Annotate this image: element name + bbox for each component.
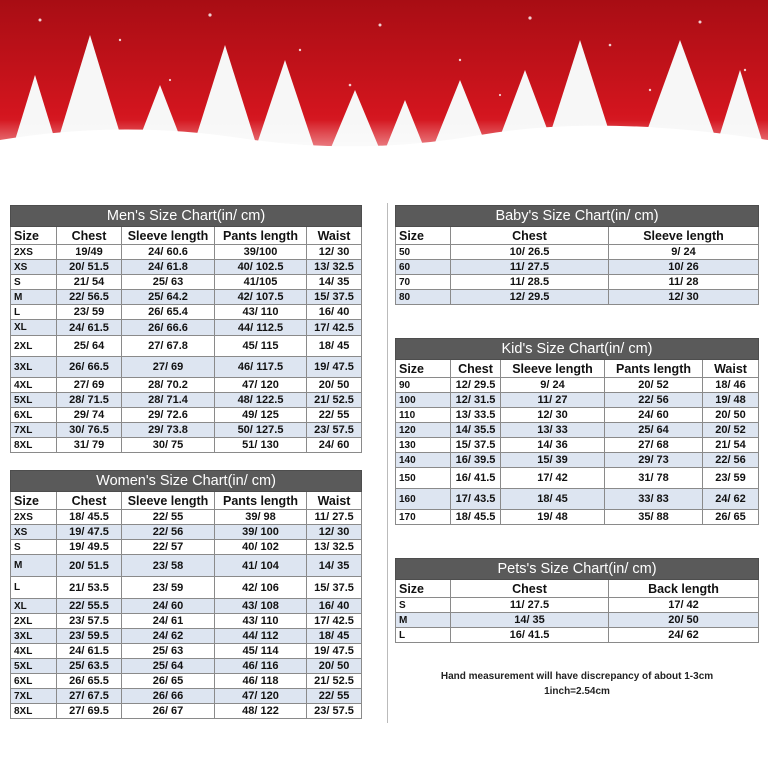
measure-cell: 11/ 28.5 (451, 275, 609, 290)
column-header: Sleeve length (501, 360, 605, 378)
measure-cell: 21/ 52.5 (307, 674, 362, 689)
measure-cell: 24/ 60 (605, 408, 703, 423)
measure-cell: 18/ 45 (307, 336, 362, 357)
table-row (11, 674, 362, 689)
measure-cell: 24/ 61.5 (57, 320, 122, 336)
size-cell: 8XL (11, 704, 57, 719)
measure-cell: 10/ 26 (609, 260, 759, 275)
column-divider (387, 203, 388, 723)
measure-cell: 15/ 37.5 (451, 438, 501, 453)
table-row (396, 453, 759, 468)
measure-cell: 31/ 79 (57, 438, 122, 453)
size-cell: 5XL (11, 393, 57, 408)
measure-cell: 13/ 33.5 (451, 408, 501, 423)
measure-cell: 22/ 55 (122, 510, 215, 525)
measure-cell: 16/ 41.5 (451, 628, 609, 643)
measure-cell: 12/ 29.5 (451, 290, 609, 305)
measure-cell: 25/ 64.2 (122, 290, 215, 305)
table-row (396, 613, 759, 628)
measure-cell: 24/ 61.5 (57, 644, 122, 659)
size-cell: L (11, 577, 57, 599)
measure-cell: 39/100 (215, 245, 307, 260)
measure-cell: 46/ 117.5 (215, 357, 307, 378)
measure-cell: 19/ 47.5 (307, 357, 362, 378)
measure-cell: 23/ 59.5 (57, 629, 122, 644)
measure-cell: 40/ 102.5 (215, 260, 307, 275)
measure-cell: 24/ 62 (609, 628, 759, 643)
measure-cell: 12/ 30 (501, 408, 605, 423)
column-header: Size (396, 580, 451, 598)
measure-cell: 45/ 115 (215, 336, 307, 357)
measure-cell: 11/ 27.5 (307, 510, 362, 525)
measure-cell: 14/ 36 (501, 438, 605, 453)
size-cell: L (396, 628, 451, 643)
measure-cell: 19/ 47.5 (57, 525, 122, 540)
mens-title-row (11, 206, 362, 227)
measure-cell: 18/ 45 (307, 629, 362, 644)
table-row (396, 393, 759, 408)
column-header: Chest (451, 227, 609, 245)
measure-cell: 10/ 26.5 (451, 245, 609, 260)
column-header: Chest (57, 492, 122, 510)
size-cell: 2XS (11, 245, 57, 260)
measure-cell: 22/ 55 (307, 689, 362, 704)
measure-cell: 26/ 67 (122, 704, 215, 719)
measure-cell: 9/ 24 (501, 378, 605, 393)
mens-table-title: Men's Size Chart(in/ cm) (11, 206, 362, 227)
measure-cell: 18/ 46 (703, 378, 759, 393)
size-cell: M (11, 555, 57, 577)
measure-cell: 26/ 66.6 (122, 320, 215, 336)
size-cell: 80 (396, 290, 451, 305)
size-cell: 70 (396, 275, 451, 290)
measure-cell: 16/ 40 (307, 599, 362, 614)
table-row (11, 689, 362, 704)
size-cell: 170 (396, 510, 451, 525)
measure-cell: 14/ 35 (307, 275, 362, 290)
measure-cell: 20/ 50 (307, 378, 362, 393)
measure-cell: 12/ 29.5 (451, 378, 501, 393)
size-cell: 5XL (11, 659, 57, 674)
measure-cell: 17/ 42.5 (307, 320, 362, 336)
size-cell: 90 (396, 378, 451, 393)
measure-cell: 20/ 50 (609, 613, 759, 628)
measure-cell: 26/ 65.4 (122, 305, 215, 320)
table-row (11, 438, 362, 453)
measure-cell: 47/ 120 (215, 689, 307, 704)
measure-cell: 9/ 24 (609, 245, 759, 260)
size-cell: 130 (396, 438, 451, 453)
measure-cell: 11/ 27.5 (451, 598, 609, 613)
measure-cell: 25/ 64 (122, 659, 215, 674)
measure-cell: 18/ 45.5 (57, 510, 122, 525)
discrepancy-note: Hand measurement will have discrepancy of about 1-3cm (440, 671, 714, 682)
measure-cell: 24/ 61 (122, 614, 215, 629)
measure-cell: 39/ 98 (215, 510, 307, 525)
table-row (396, 510, 759, 525)
column-header: Waist (703, 360, 759, 378)
measure-cell: 25/ 64 (605, 423, 703, 438)
measure-cell: 35/ 88 (605, 510, 703, 525)
measure-cell: 22/ 56 (122, 525, 215, 540)
measure-cell: 12/ 30 (609, 290, 759, 305)
measure-cell: 27/ 69.5 (57, 704, 122, 719)
table-row (11, 540, 362, 555)
table-row (396, 290, 759, 305)
measure-cell: 17/ 42 (501, 468, 605, 489)
table-row (11, 305, 362, 320)
measure-cell: 12/ 30 (307, 525, 362, 540)
measure-cell: 24/ 61.8 (122, 260, 215, 275)
column-header: Sleeve length (609, 227, 759, 245)
measure-cell: 50/ 127.5 (215, 423, 307, 438)
size-cell: 2XL (11, 614, 57, 629)
size-cell: 2XL (11, 336, 57, 357)
measure-cell: 46/ 118 (215, 674, 307, 689)
measure-cell: 21/ 54 (703, 438, 759, 453)
measure-cell: 29/ 73.8 (122, 423, 215, 438)
measure-cell: 19/49 (57, 245, 122, 260)
table-row (11, 510, 362, 525)
measure-cell: 43/ 108 (215, 599, 307, 614)
size-cell: 160 (396, 489, 451, 510)
size-cell: 100 (396, 393, 451, 408)
column-header: Chest (451, 580, 609, 598)
size-cell: 6XL (11, 408, 57, 423)
mens-header-row (11, 227, 362, 245)
size-cell: 3XL (11, 629, 57, 644)
measure-cell: 24/ 60 (307, 438, 362, 453)
table-row (11, 357, 362, 378)
size-cell: 110 (396, 408, 451, 423)
measure-cell: 14/ 35.5 (451, 423, 501, 438)
pets-table-title: Pets's Size Chart(in/ cm) (396, 559, 759, 580)
size-cell: 120 (396, 423, 451, 438)
measure-cell: 12/ 30 (307, 245, 362, 260)
table-row (11, 614, 362, 629)
measure-cell: 44/ 112 (215, 629, 307, 644)
measure-cell: 29/ 72.6 (122, 408, 215, 423)
measure-cell: 24/ 62 (122, 629, 215, 644)
measure-cell: 20/ 51.5 (57, 555, 122, 577)
measure-cell: 45/ 114 (215, 644, 307, 659)
measure-cell: 28/ 70.2 (122, 378, 215, 393)
size-cell: S (11, 540, 57, 555)
measure-cell: 11/ 28 (609, 275, 759, 290)
measure-cell: 29/ 73 (605, 453, 703, 468)
size-cell: 3XL (11, 357, 57, 378)
size-cell: S (11, 275, 57, 290)
column-header: Pants length (605, 360, 703, 378)
measure-cell: 21/ 54 (57, 275, 122, 290)
measure-cell: 48/ 122.5 (215, 393, 307, 408)
column-header: Size (396, 227, 451, 245)
table-row (396, 598, 759, 613)
table-row (396, 438, 759, 453)
measure-cell: 19/ 49.5 (57, 540, 122, 555)
measure-cell: 23/ 58 (122, 555, 215, 577)
column-header: Size (11, 227, 57, 245)
measure-cell: 11/ 27.5 (451, 260, 609, 275)
table-row (396, 423, 759, 438)
column-header: Chest (451, 360, 501, 378)
measure-cell: 25/ 63 (122, 644, 215, 659)
size-cell: XL (11, 599, 57, 614)
measure-cell: 20/ 50 (703, 408, 759, 423)
size-cell: 4XL (11, 378, 57, 393)
conversion-note: 1inch=2.54cm (544, 686, 610, 697)
measure-cell: 24/ 60.6 (122, 245, 215, 260)
table-row (11, 599, 362, 614)
size-cell: M (11, 290, 57, 305)
table-row (11, 336, 362, 357)
measure-cell: 49/ 125 (215, 408, 307, 423)
measure-cell: 16/ 39.5 (451, 453, 501, 468)
table-row (11, 644, 362, 659)
size-cell: 7XL (11, 423, 57, 438)
table-row (396, 468, 759, 489)
baby-table-title: Baby's Size Chart(in/ cm) (396, 206, 759, 227)
measure-cell: 17/ 42.5 (307, 614, 362, 629)
table-row (11, 260, 362, 275)
kids-size-table (395, 338, 759, 525)
table-row (396, 245, 759, 260)
measure-cell: 24/ 62 (703, 489, 759, 510)
measure-cell: 22/ 57 (122, 540, 215, 555)
measure-cell: 17/ 43.5 (451, 489, 501, 510)
column-header: Size (11, 492, 57, 510)
christmas-banner (0, 0, 768, 190)
measure-cell: 16/ 40 (307, 305, 362, 320)
kids-header-row (396, 360, 759, 378)
size-cell: 6XL (11, 674, 57, 689)
mens-size-table (10, 205, 362, 453)
measure-cell: 18/ 45 (501, 489, 605, 510)
column-header: Waist (307, 227, 362, 245)
column-header: Back length (609, 580, 759, 598)
column-header: Pants length (215, 492, 307, 510)
measure-cell: 12/ 31.5 (451, 393, 501, 408)
table-row (11, 408, 362, 423)
measure-cell: 20/ 52 (703, 423, 759, 438)
measure-cell: 20/ 50 (307, 659, 362, 674)
measure-cell: 23/ 57.5 (307, 704, 362, 719)
measure-cell: 18/ 45.5 (451, 510, 501, 525)
measure-cell: 25/ 64 (57, 336, 122, 357)
kids-title-row (396, 339, 759, 360)
size-cell: 4XL (11, 644, 57, 659)
size-cell: M (396, 613, 451, 628)
womens-table-title: Women's Size Chart(in/ cm) (11, 471, 362, 492)
column-header: Waist (307, 492, 362, 510)
table-row (11, 629, 362, 644)
measure-cell: 20/ 51.5 (57, 260, 122, 275)
column-header: Chest (57, 227, 122, 245)
measure-cell: 26/ 65 (122, 674, 215, 689)
size-cell: XS (11, 260, 57, 275)
measure-cell: 19/ 48 (501, 510, 605, 525)
table-row (396, 408, 759, 423)
measure-cell: 27/ 67.5 (57, 689, 122, 704)
measure-cell: 15/ 37.5 (307, 577, 362, 599)
pets-size-table (395, 558, 759, 643)
table-row (11, 423, 362, 438)
size-cell: S (396, 598, 451, 613)
measure-cell: 46/ 116 (215, 659, 307, 674)
table-row (11, 290, 362, 305)
size-cell: XS (11, 525, 57, 540)
measure-cell: 26/ 66.5 (57, 357, 122, 378)
measure-cell: 13/ 32.5 (307, 540, 362, 555)
baby-header-row (396, 227, 759, 245)
measure-cell: 26/ 65 (703, 510, 759, 525)
table-row (11, 577, 362, 599)
measure-cell: 26/ 65.5 (57, 674, 122, 689)
measure-cell: 14/ 35 (451, 613, 609, 628)
womens-size-table (10, 470, 362, 719)
table-row (11, 704, 362, 719)
measure-cell: 21/ 53.5 (57, 577, 122, 599)
table-row (11, 525, 362, 540)
measure-cell: 28/ 71.4 (122, 393, 215, 408)
measure-cell: 44/ 112.5 (215, 320, 307, 336)
measure-cell: 51/ 130 (215, 438, 307, 453)
measure-cell: 43/ 110 (215, 614, 307, 629)
table-row (11, 245, 362, 260)
measure-cell: 22/ 56 (605, 393, 703, 408)
measure-cell: 19/ 48 (703, 393, 759, 408)
size-cell: L (11, 305, 57, 320)
size-cell: 140 (396, 453, 451, 468)
measure-cell: 15/ 37.5 (307, 290, 362, 305)
baby-size-table (395, 205, 759, 305)
measure-cell: 31/ 78 (605, 468, 703, 489)
column-header: Pants length (215, 227, 307, 245)
measure-cell: 23/ 59 (703, 468, 759, 489)
measure-cell: 22/ 55.5 (57, 599, 122, 614)
measure-cell: 41/105 (215, 275, 307, 290)
size-cell: 7XL (11, 689, 57, 704)
kids-table-title: Kid's Size Chart(in/ cm) (396, 339, 759, 360)
measure-cell: 24/ 60 (122, 599, 215, 614)
womens-title-row (11, 471, 362, 492)
table-row (11, 378, 362, 393)
table-row (11, 659, 362, 674)
measure-cell: 23/ 57.5 (57, 614, 122, 629)
baby-title-row (396, 206, 759, 227)
measure-cell: 42/ 106 (215, 577, 307, 599)
measure-cell: 33/ 83 (605, 489, 703, 510)
measure-cell: 13/ 33 (501, 423, 605, 438)
size-cell: 50 (396, 245, 451, 260)
measure-cell: 23/ 59 (122, 577, 215, 599)
measure-cell: 27/ 69 (122, 357, 215, 378)
measure-cell: 28/ 71.5 (57, 393, 122, 408)
table-row (11, 555, 362, 577)
measure-cell: 16/ 41.5 (451, 468, 501, 489)
table-row (396, 628, 759, 643)
measure-cell: 27/ 69 (57, 378, 122, 393)
measure-cell: 20/ 52 (605, 378, 703, 393)
pets-title-row (396, 559, 759, 580)
table-row (396, 260, 759, 275)
size-cell: 150 (396, 468, 451, 489)
measure-cell: 11/ 27 (501, 393, 605, 408)
womens-header-row (11, 492, 362, 510)
size-cell: 60 (396, 260, 451, 275)
measure-cell: 21/ 52.5 (307, 393, 362, 408)
column-header: Size (396, 360, 451, 378)
measure-cell: 14/ 35 (307, 555, 362, 577)
table-row (11, 275, 362, 290)
measure-cell: 40/ 102 (215, 540, 307, 555)
measure-cell: 22/ 56 (703, 453, 759, 468)
measure-cell: 29/ 74 (57, 408, 122, 423)
measure-cell: 25/ 63 (122, 275, 215, 290)
measure-cell: 26/ 66 (122, 689, 215, 704)
column-header: Sleeve length (122, 492, 215, 510)
measure-cell: 19/ 47.5 (307, 644, 362, 659)
table-row (396, 378, 759, 393)
size-cell: 8XL (11, 438, 57, 453)
measure-cell: 15/ 39 (501, 453, 605, 468)
column-header: Sleeve length (122, 227, 215, 245)
table-row (11, 393, 362, 408)
measure-cell: 39/ 100 (215, 525, 307, 540)
measure-cell: 48/ 122 (215, 704, 307, 719)
measure-cell: 23/ 57.5 (307, 423, 362, 438)
measure-cell: 27/ 67.8 (122, 336, 215, 357)
table-row (11, 320, 362, 336)
measure-cell: 30/ 75 (122, 438, 215, 453)
measure-cell: 42/ 107.5 (215, 290, 307, 305)
measure-cell: 23/ 59 (57, 305, 122, 320)
measure-cell: 17/ 42 (609, 598, 759, 613)
measure-cell: 22/ 55 (307, 408, 362, 423)
measure-cell: 25/ 63.5 (57, 659, 122, 674)
pets-header-row (396, 580, 759, 598)
table-row (396, 275, 759, 290)
size-cell: XL (11, 320, 57, 336)
measure-cell: 30/ 76.5 (57, 423, 122, 438)
measure-cell: 41/ 104 (215, 555, 307, 577)
size-cell: 2XS (11, 510, 57, 525)
table-row (396, 489, 759, 510)
measure-cell: 43/ 110 (215, 305, 307, 320)
measure-cell: 22/ 56.5 (57, 290, 122, 305)
measure-cell: 47/ 120 (215, 378, 307, 393)
measure-cell: 13/ 32.5 (307, 260, 362, 275)
measure-cell: 27/ 68 (605, 438, 703, 453)
